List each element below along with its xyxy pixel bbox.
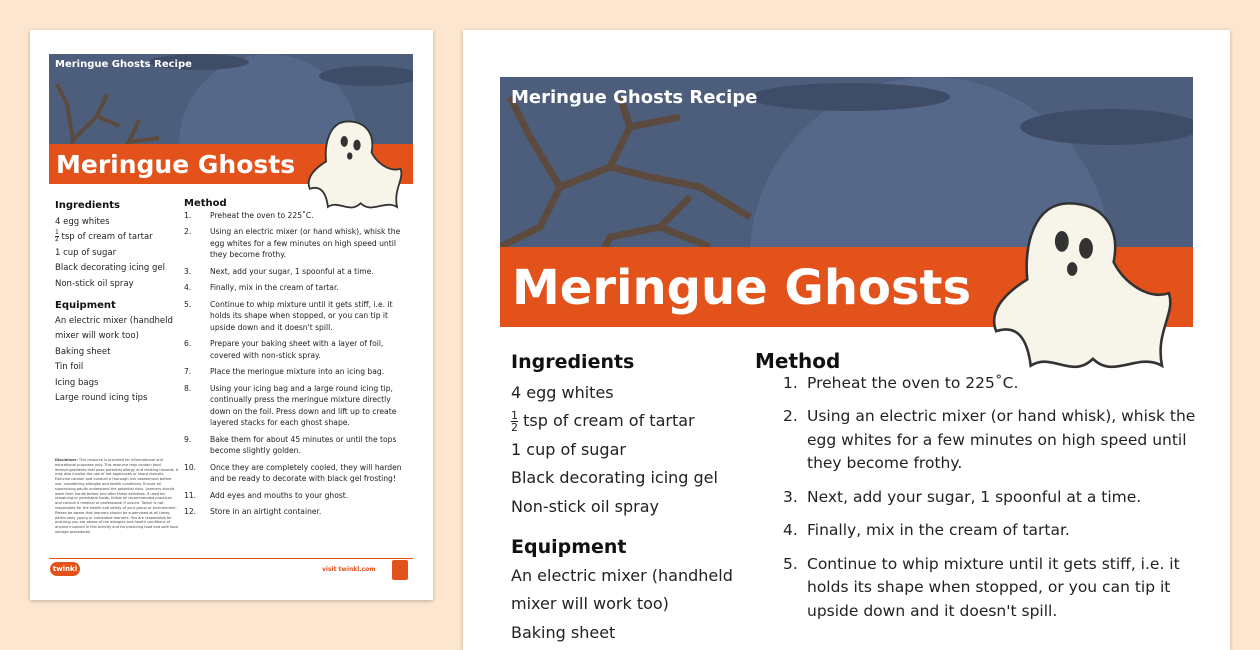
- fraction-half: $\frac{1}{2}$: [511, 409, 518, 434]
- ingredient-item: 1 cup of sugar: [511, 439, 626, 459]
- ingredient-item: 1 cup of sugar: [55, 247, 117, 258]
- method-step: 1. Preheat the oven to 225˚C.: [783, 373, 1019, 392]
- method-step: 10. Once they are completely cooled, they will harden and be ready to decorate with black gel frosting!: [184, 462, 402, 483]
- method-step: 3. Next, add your sugar, 1 spoonful at a time.: [184, 266, 374, 276]
- equipment-item: An electric mixer (handheld mixer will work too): [55, 315, 173, 341]
- method-step: 6. Prepare your baking sheet with a layer of foil, covered with non-stick spray.: [184, 339, 384, 360]
- method-step: 3. Next, add your sugar, 1 spoonful at a time.: [783, 487, 1142, 506]
- method-step: 7. Place the meringue mixture into an icing bag.: [184, 367, 385, 376]
- page-title: Meringue Ghosts: [512, 260, 972, 316]
- certification-badge-icon: [392, 560, 408, 580]
- ingredients-heading: Ingredients: [55, 200, 120, 211]
- equipment-item: Icing bags: [55, 377, 99, 388]
- method-column: [184, 198, 406, 523]
- method-step: 12. Store in an airtight container.: [184, 507, 322, 516]
- footer-url[interactable]: visit twinkl.com: [322, 566, 376, 573]
- method-step: 5. Continue to whip mixture until it gets stiff, i.e. it holds its shape when stopped, or you can tip it upside down and it doesn't spill.: [184, 299, 393, 332]
- method-step: 1. Preheat the oven to 225˚C.: [184, 210, 314, 220]
- method-step: 4. Finally, mix in the cream of tartar.: [184, 283, 339, 292]
- method-step: 2. Using an electric mixer (or hand whisk), whisk the egg whites for a few minutes on high speed until they become frothy.: [783, 407, 1196, 472]
- method-step: 5. Continue to whip mixture until it gets stiff, i.e. it holds its shape when stopped, or you can tip it upside down and it doesn't spill.: [783, 554, 1180, 620]
- header-label: Meringue Ghosts Recipe: [55, 59, 192, 70]
- method-step: 2. Using an electric mixer (or hand whisk), whisk the egg whites for a few minutes on high speed until they become frothy.: [184, 227, 401, 259]
- twinkl-logo[interactable]: twinkl: [50, 562, 80, 576]
- footer-divider: [49, 558, 413, 559]
- equipment-item: Baking sheet: [55, 346, 111, 357]
- ingredient-item: 4 egg whites: [511, 382, 614, 402]
- method-step: 9. Bake them for about 45 minutes or until the tops become slightly golden.: [184, 434, 397, 455]
- ingredient-item: Non-stick oil spray: [55, 278, 134, 289]
- equipment-item: Large round icing tips: [55, 393, 148, 403]
- equipment-heading: Equipment: [511, 536, 627, 558]
- thumbnail-page[interactable]: [30, 30, 433, 600]
- method-step: 8. Using your icing bag and a large round icing tip, continually press the meringue mixture directly down on the foil. Press down and lift up to create layered stacks for each ghost shape.: [184, 383, 397, 427]
- ingredient-item: $\frac{1}{2}$ tsp of cream of tartar: [511, 409, 695, 434]
- equipment-heading: Equipment: [55, 300, 116, 311]
- equipment-item: mixer will work too): [511, 594, 669, 613]
- method-steps: [755, 372, 1195, 624]
- method-step: 11. Add eyes and mouths to your ghost.: [184, 490, 349, 500]
- fraction-half: $\frac{1}{2}$: [55, 229, 59, 243]
- method-column: [755, 350, 1195, 633]
- header-label: Meringue Ghosts Recipe: [511, 87, 758, 108]
- ingredient-item: 4 egg whites: [55, 216, 110, 227]
- ingredient-item: $\frac{1}{2}$ tsp of cream of tartar: [55, 229, 153, 243]
- ingredient-item: Black decorating icing gel: [55, 263, 165, 273]
- ingredient-item: Non-stick oil spray: [511, 496, 659, 516]
- ingredients-column: [511, 348, 751, 647]
- page-title: Meringue Ghosts: [56, 150, 296, 179]
- disclaimer: Disclaimer: This resource is provided for informational and educational purposes only. This resource may contain food items/ingredients that pose potential allergy and choking hazards. It may also involve the use of hot appliances or sharp utensils. Exercise caution and conduct a thorough risk assessment before use, considering allergies and health conditions. Ensure all supervising adults understand the potential risks. Learners should wash their hands before and after these activities. If used for remaining or perishable foods, follow all recommended practices and consult a medical or professional if unsure. Twinkl is not responsible for the health and safety of your group or environment. Please be aware that learners should be supervised at all times, particularly young or vulnerable learners. You are responsible for ensuring you are aware of the allergies and health conditions of anyone involved in this activity and for providing food and safe food storage procedures.: [55, 458, 179, 534]
- method-step: 4. Finally, mix in the cream of tartar.: [783, 521, 1070, 539]
- method-heading: Method: [184, 198, 227, 209]
- equipment-item: An electric mixer (handheld: [511, 565, 733, 585]
- method-heading: Method: [755, 349, 841, 373]
- zoomed-page[interactable]: [463, 30, 1230, 650]
- ingredient-item: Black decorating icing gel: [511, 468, 718, 487]
- ingredients-heading: Ingredients: [511, 351, 635, 373]
- equipment-item: Tin foil: [55, 362, 84, 372]
- equipment-item: Baking sheet: [511, 622, 616, 642]
- ingredients-column: [55, 198, 185, 407]
- method-steps: [184, 210, 406, 518]
